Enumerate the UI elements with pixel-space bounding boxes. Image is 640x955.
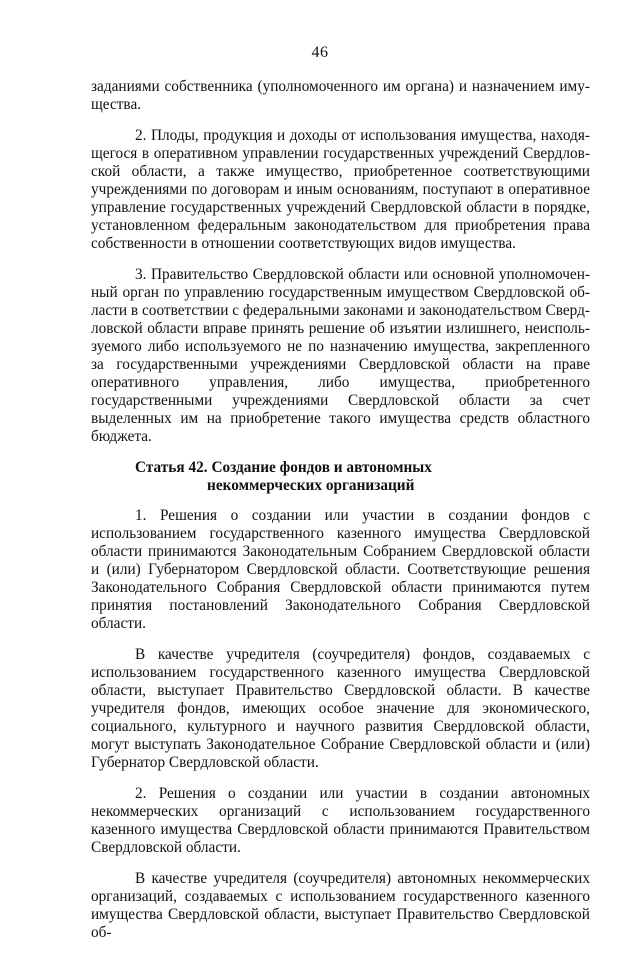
paragraph-item-3: 3. Правительство Свердловской области или основной уполномоченный орган по управлению государственным имуществом Свердловской области в соответствии с федеральными законами и законодательством Свердловской области вправе принять решение об изъятии излишнего, неиспользуемого либо используемого не по назначению имущества, закрепленного за государственными учреждениями Свердловской области на праве оперативного управления, либо имущества, приобретенного государственными учреждениями Свердловской области за счет выделенных им на приобретение такого имущества средств областного бюджета. xyxy=(91,266,590,445)
paragraph-item-2: 2. Плоды, продукция и доходы от использования имущества, находящегося в оперативном управлении государственных учреждений Свердловской области, а также имущество, приобретенное соответствующими учреждениями по договорам и иным основаниям, поступают в оперативное управление государственных учреждений Свердловской области в порядке, установленном федеральным законодательством для приобретения права собственности в отношении соответствующих видов имущества. xyxy=(91,127,590,252)
article-paragraph-2: В качестве учредителя (соучредителя) фондов, создаваемых с использованием государственного казенного имущества Свердловской области, выступает Правительство Свердловской области. В качестве учредителя фондов, имеющих особое значение для экономического, социального, культурного и научного развития Свердловской области, могут выступать Законодательное Собрание Свердловской области и (или) Губернатор Свердловской области. xyxy=(91,646,590,771)
article-paragraph-3: 2. Решения о создании или участии в создании автономных некоммерческих организаций с использованием государственного казенного имущества Свердловской области принимаются Правительством Свердловской области. xyxy=(91,785,590,856)
document-body xyxy=(91,78,590,955)
article-heading xyxy=(91,459,590,495)
article-paragraph-4: В качестве учредителя (соучредителя) автономных некоммерческих организаций, создаваемых с использованием государственного казенного имущества Свердловской области, выступает Правительство Свердловской об- xyxy=(91,870,590,941)
article-title-line-1: Статья 42. Создание фондов и автономных xyxy=(135,459,432,476)
article-title-line-2: некоммерческих организаций xyxy=(207,477,415,494)
page-number: 46 xyxy=(311,44,329,61)
paragraph-continuation: заданиями собственника (уполномоченного им органа) и назначением имущества. xyxy=(91,78,590,113)
article-paragraph-1: 1. Решения о создании или участии в создании фондов с использованием государственного казенного имущества Свердловской области принимаются Законодательным Собранием Свердловской области и (или) Губернатором Свердловской области. Соответствующие решения Законодательного Собрания Свердловской области принимаются путем принятия постановлений Законодательного Собрания Свердловской области. xyxy=(91,507,590,632)
